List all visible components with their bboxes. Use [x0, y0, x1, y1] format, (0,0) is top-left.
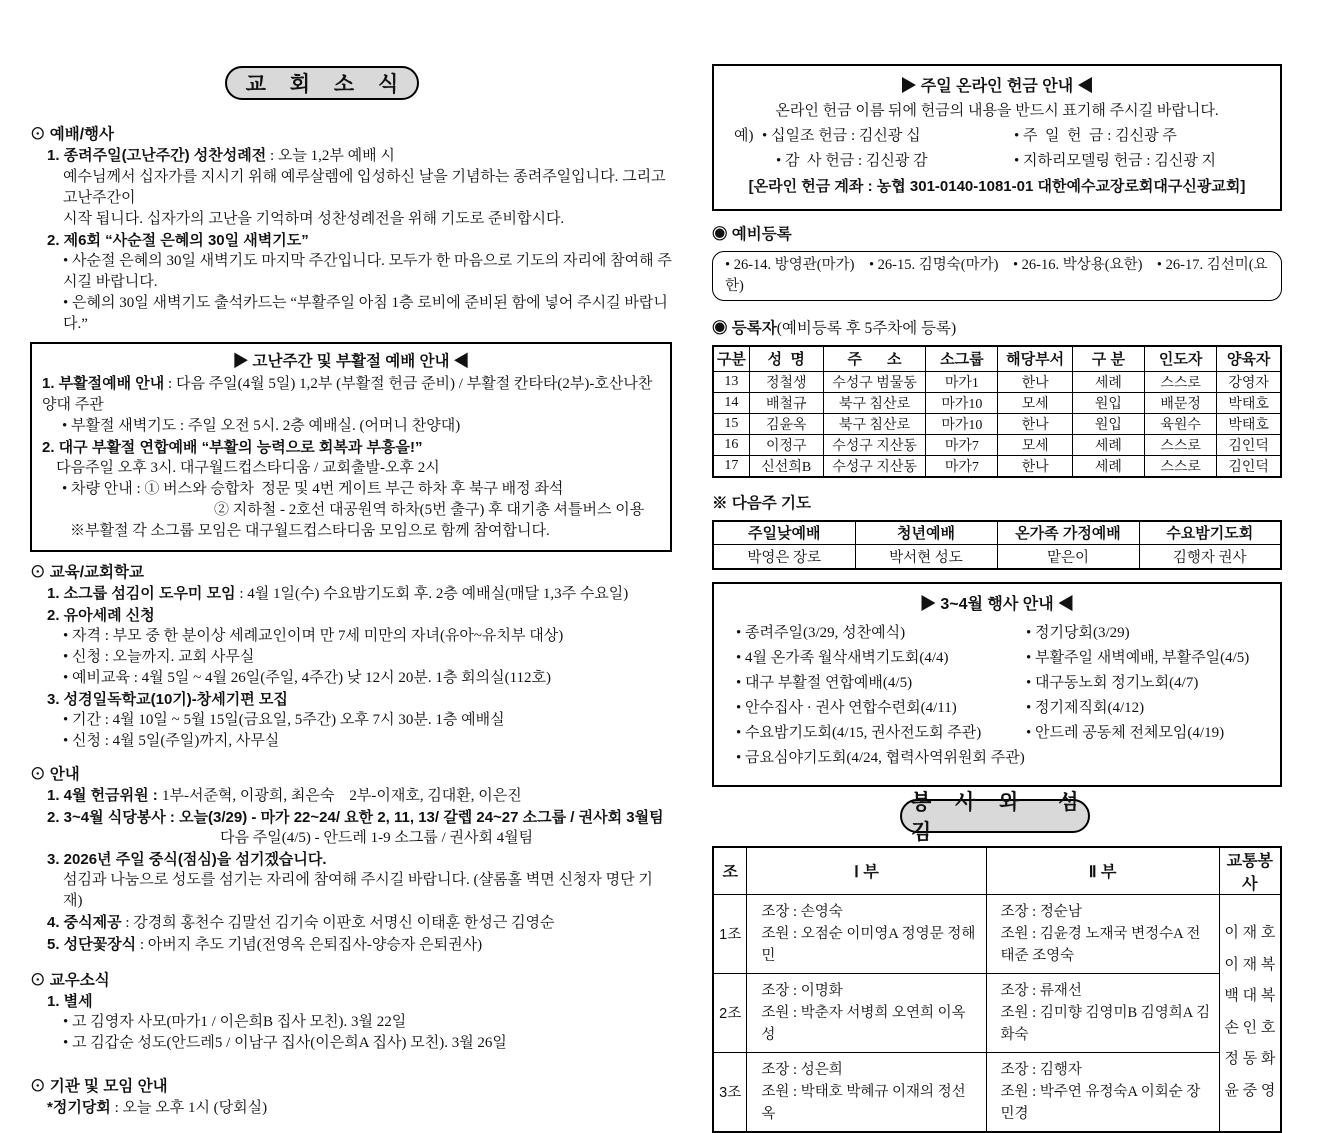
list-item: 1. 소그룹 섬김이 도우미 모임 : 4월 1일(수) 수요밤기도회 후. 2층 예배실(매달 1,3주 수요일)	[47, 585, 629, 602]
list-item: 1. 부활절예배 안내 : 다음 주일(4월 5일) 1,2부 (부활절 헌금 준비) / 부활절 칸타타(2부)-호산나찬양대 주관	[42, 375, 653, 413]
list-item: 5. 성단꽃장식 : 아버지 추도 기념(전영옥 은퇴집사-양승자 은퇴권사)	[47, 936, 483, 953]
column-header: 인도자	[1144, 346, 1216, 371]
registrants-table	[712, 345, 1282, 478]
bullet-item: • 차량 안내 : ① 버스와 승합차 정문 및 4번 게이트 부근 하차 후 북구 배정 좌석	[62, 481, 564, 497]
event-item: • 종려주일(3/29, 성찬예식)	[736, 624, 906, 641]
column-header: 해당부서	[998, 346, 1072, 371]
events-right-list	[1026, 621, 1256, 771]
offering-example-row	[726, 149, 1268, 174]
list-item: 3. 2026년 주일 중식(점심)을 섬기겠습니다.	[47, 851, 327, 868]
list-item: 1. 4월 헌금위원 : 1부-서준혁, 이광희, 최은숙 2부-이재호, 김대환, 이은진	[47, 787, 522, 804]
list-item: 2. 3~4월 식당봉사 : 오늘(3/29) - 마가 22~24/ 요한 2, 11, 13/ 갈렙 24~27 소그룹 / 권사회 3월팀	[47, 809, 664, 826]
section-heading: ⊙ 교우소식	[30, 972, 110, 989]
traffic-service-cell: 이 재 호 이 재 복 백 대 복 손 인 호 정 동 화 윤 중 영	[1219, 894, 1281, 1132]
body-text: 다음 주일(4/5) - 안드레 1-9 소그룹 / 권사회 4월팀	[220, 830, 534, 846]
service-table	[712, 846, 1282, 1133]
section-heading: ◉ 예비등록	[712, 226, 792, 243]
body-text: 다음주일 오후 3시. 대구월드컵스타디움 / 교회출발-오후 2시	[56, 460, 440, 476]
table-header-row	[713, 346, 1281, 371]
part1-cell: 조장 : 성은희 조원 : 박태호 박혜규 이재의 정선옥	[747, 1052, 986, 1132]
part2-cell: 조장 : 김행자 조원 : 박주연 유정숙A 이회순 장민경	[986, 1052, 1219, 1132]
event-item: • 수요밤기도회(4/15, 권사전도회 주관)	[736, 724, 982, 741]
list-item: 2. 제6회 “사순절 은혜의 30일 새벽기도”	[47, 232, 309, 249]
section-registrants	[712, 319, 1282, 478]
column-header: 구분	[713, 346, 749, 371]
preregistration-list: • 26-14. 방영관(마가) • 26-15. 김명숙(마가) • 26-16. 박상용(요한) • 26-17. 김선미(요한)	[712, 251, 1282, 301]
group-label: 1조	[713, 894, 747, 973]
body-text: 예수님께서 십자가를 지시기 위해 예루살렘에 입성하신 날을 기념하는 종려주일입니다. 그리고 고난주간이	[63, 169, 670, 206]
list-item: 3. 성경일독학교(10기)-창세기편 모집	[47, 691, 288, 708]
body-text: 시작 됩니다. 십자가의 고난을 기억하며 성찬성례전을 위해 기도로 준비합시다.	[63, 211, 565, 227]
column-header: 양육자	[1217, 346, 1281, 371]
right-column	[712, 62, 1282, 1133]
event-item: • 안수집사 · 권사 연합수련회(4/11)	[736, 699, 957, 716]
offering-example-row	[726, 124, 1268, 149]
bullet-item: • 사순절 은혜의 30일 새벽기도 마지막 주간입니다. 모두가 한 마음으로 기도의 자리에 참여해 주시길 바랍니다.	[63, 253, 672, 290]
example-item: • 십일조 헌금 : 김신광 십	[762, 128, 921, 144]
body-text: 온라인 헌금 이름 뒤에 헌금의 내용을 반드시 표기해 주시길 바랍니다.	[775, 103, 1219, 119]
list-item: *정기당회 : 오늘 오후 1시 (당회실)	[47, 1099, 268, 1116]
body-text: 섬김과 나눔으로 성도를 섬기는 자리에 참여해 주시길 바랍니다. (샬롬홀 벽면 신청자 명단 기재)	[63, 872, 653, 909]
column-header: 소그룹	[926, 346, 998, 371]
body-text: ② 지하철 - 2호선 대공원역 하차(5번 출구) 후 대기총 셔틀버스 이용	[214, 502, 645, 518]
section-heading: ※ 다음주 기도	[712, 494, 811, 512]
note-text: ※부활절 각 소그룹 모임은 대구월드컵스타디움 모임으로 함께 참여합니다.	[70, 523, 550, 539]
example-item: • 감 사 헌금 : 김신광 감	[776, 153, 928, 169]
example-prefix: 예)	[734, 128, 754, 144]
column-header: 주 소	[823, 346, 925, 371]
event-item: • 대구동노회 정기노회(4/7)	[1026, 674, 1199, 691]
table-row: 14 배철규 북구 침산로 마가10 모세 원입 배문정 박태호	[713, 392, 1281, 413]
events-columns	[726, 621, 1268, 771]
bullet-item: • 예비교육 : 4월 5일 ~ 4월 26일(주일, 4주간) 낮 12시 20분. 1층 회의실(112호)	[63, 670, 552, 686]
part2-cell: 조장 : 정순남 조원 : 김윤경 노재국 변정수A 전태준 조영숙	[986, 894, 1219, 973]
bullet-item: • 자격 : 부모 중 한 분이상 세례교인이며 만 7세 미만의 자녀(유아~유치부 대상)	[63, 628, 564, 644]
column-header: Ⅰ 부	[747, 847, 986, 895]
section-heading: ⊙ 교육/교회학교	[30, 564, 144, 581]
event-item: • 금요심야기도회(4/24, 협력사역위원회 주관)	[736, 749, 1025, 766]
part1-cell: 조장 : 손영숙 조원 : 오점순 이미영A 정영문 정해민	[747, 894, 986, 973]
box-title: ▶ 주일 온라인 헌금 안내 ◀	[900, 78, 1094, 95]
column-header: 교통봉사	[1219, 847, 1281, 895]
prayer-table	[712, 520, 1282, 570]
list-item: 2. 대구 부활절 연합예배 “부활의 능력으로 회복과 부흥을!”	[42, 439, 423, 456]
column-header: 주일낮예배	[713, 521, 855, 545]
bullet-item: • 부활절 새벽기도 : 주일 오전 5시. 2층 예배실. (어머니 찬양대)	[62, 418, 461, 434]
group-label: 2조	[713, 973, 747, 1052]
table-row: 16 이정구 수성구 지산동 마가7 모세 세례 스스로 김인덕	[713, 434, 1281, 455]
left-column	[30, 62, 672, 1119]
online-offering-box	[712, 64, 1282, 211]
table-row	[713, 894, 1281, 973]
event-item: • 안드레 공동체 전체모임(4/19)	[1026, 724, 1225, 741]
section-education	[30, 562, 672, 752]
section-worship	[30, 124, 672, 335]
example-item: • 주 일 헌 금 : 김신광 주	[1014, 128, 1177, 144]
bullet-item: • 신청 : 오늘까지. 교회 사무실	[63, 649, 255, 665]
column-header: Ⅱ 부	[986, 847, 1219, 895]
event-item: • 대구 부활절 연합예배(4/5)	[736, 674, 913, 691]
event-item: • 정기제직회(4/12)	[1026, 699, 1145, 716]
table-row: 13 정철생 수성구 범물동 마가1 한나 세례 스스로 강영자	[713, 371, 1281, 392]
section-heading: ◉ 등록자(예비등록 후 5주차에 등록)	[712, 320, 957, 337]
page-title-church-news: 교 회 소 식	[225, 66, 419, 100]
example-item: • 지하리모델링 헌금 : 김신광 지	[1014, 153, 1217, 169]
section-heading: ⊙ 기관 및 모임 안내	[30, 1078, 168, 1095]
section-member-news	[30, 970, 672, 1054]
account-number: [온라인 헌금 계좌 : 농협 301-0140-1081-01 대한예수교장로회대구신광교회]	[748, 178, 1246, 195]
easter-announcement-box	[30, 342, 672, 552]
bullet-item: • 고 김갑순 성도(안드레5 / 이남구 집사(이은희A 집사) 모친). 3월 26일	[63, 1035, 507, 1051]
box-title: ▶ 고난주간 및 부활절 예배 안내 ◀	[232, 353, 470, 370]
bullet-item: • 기간 : 4월 10일 ~ 5월 15일(금요일, 5주간) 오후 7시 30분. 1층 예배실	[63, 712, 505, 728]
part1-cell: 조장 : 이명화 조원 : 박춘자 서병희 오연희 이옥성	[747, 973, 986, 1052]
page-title-service: 봉 사 와 섬 김	[900, 799, 1090, 833]
bullet-item: • 신청 : 4월 5일(주일)까지, 사무실	[63, 733, 280, 749]
column-header: 조	[713, 847, 747, 895]
bullet-item: • 고 김영자 사모(마가1 / 이은희B 집사 모친). 3월 22일	[63, 1014, 407, 1030]
list-item: 4. 중식제공 : 강경희 홍천수 김말선 김기숙 이판호 서명신 이태훈 한성근 김영순	[47, 914, 555, 931]
list-item: 1. 종려주일(고난주간) 성찬성례전 : 오늘 1,2부 예배 시	[47, 147, 395, 164]
list-item: 2. 유아세례 신청	[47, 607, 155, 624]
events-left-list	[726, 621, 1026, 771]
section-organizations	[30, 1076, 672, 1119]
event-item: • 부활주일 새벽예배, 부활주일(4/5)	[1026, 649, 1250, 666]
section-notice	[30, 764, 672, 956]
column-header: 수요밤기도회	[1139, 521, 1281, 545]
table-header-row	[713, 521, 1281, 545]
table-row: 15 김윤옥 북구 침산로 마가10 한나 원입 육원수 박태호	[713, 413, 1281, 434]
section-heading: ⊙ 예배/행사	[30, 126, 115, 143]
event-item: • 정기당회(3/29)	[1026, 624, 1130, 641]
table-row: 17 신선희B 수성구 지산동 마가7 한나 세례 스스로 김인덕	[713, 455, 1281, 477]
column-header: 구 분	[1072, 346, 1144, 371]
event-item: • 4월 온가족 월삭새벽기도회(4/4)	[736, 649, 949, 666]
column-header: 청년예배	[855, 521, 997, 545]
table-header-row	[713, 847, 1281, 895]
bullet-item: • 은혜의 30일 새벽기도 출석카드는 “부활주일 아침 1층 로비에 준비된 함에 넣어 주시길 바랍니다.”	[63, 295, 668, 332]
group-label: 3조	[713, 1052, 747, 1132]
column-header: 성 명	[749, 346, 823, 371]
part2-cell: 조장 : 류재선 조원 : 김미향 김영미B 김영희A 김화숙	[986, 973, 1219, 1052]
section-heading: ⊙ 안내	[30, 766, 80, 783]
events-box	[712, 582, 1282, 787]
table-row	[713, 973, 1281, 1052]
column-header: 온가족 가정예배	[997, 521, 1139, 545]
table-row	[713, 1052, 1281, 1132]
table-row: 박영은 장로 박서현 성도 맡은이 김행자 권사	[713, 545, 1281, 569]
list-item: 1. 별세	[47, 993, 93, 1010]
section-preregistration	[712, 225, 1282, 301]
box-title: ▶ 3~4월 행사 안내 ◀	[919, 595, 1075, 613]
section-next-week-prayer	[712, 494, 1282, 570]
